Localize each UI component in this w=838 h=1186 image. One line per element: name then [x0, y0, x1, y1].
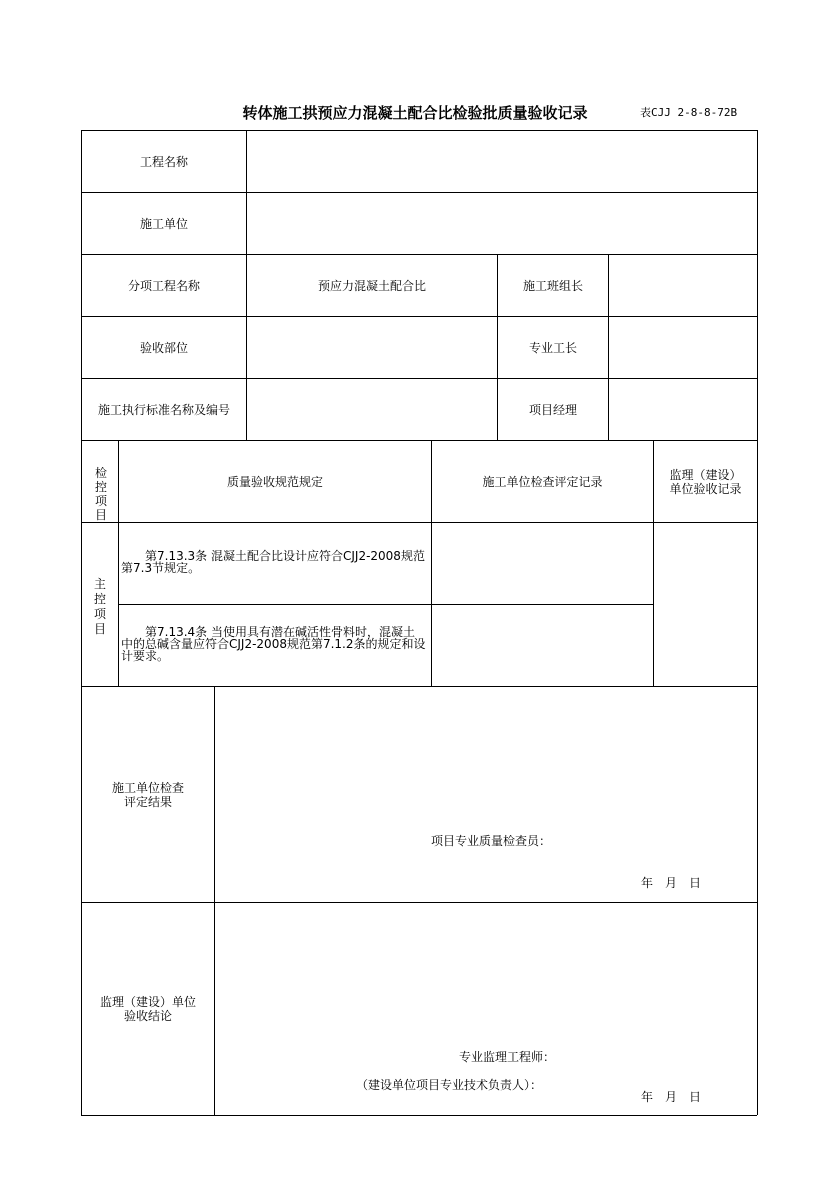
inspection-location-label: 验收部位 [139, 340, 188, 355]
quality-inspector-signature: 项目专业质量检查员： [431, 834, 552, 848]
col-divider [214, 686, 215, 1115]
foreman-value[interactable] [609, 317, 757, 378]
contractor-result-label [82, 687, 214, 902]
owner-technical-lead-signature: （建设单位项目专业技术负责人）： [356, 1078, 543, 1092]
supervisor-conclusion-label [82, 903, 214, 1115]
table-border-bottom [81, 1115, 757, 1116]
contractor-result-label-line2: 评定结果 [123, 794, 172, 809]
contractor-label: 施工单位 [139, 216, 188, 231]
contractor-value[interactable] [247, 193, 757, 254]
inspection-location-value[interactable] [247, 317, 497, 378]
main-control-item-2-record[interactable] [432, 605, 653, 686]
subproject-name-value[interactable]: 预应力混凝土配合比 [317, 278, 426, 293]
main-control-item-1: 第7.13.3条 混凝土配合比设计应符合CJJ2-2008规范第7.3节规定。 [121, 549, 425, 575]
project-manager-label: 项目经理 [528, 402, 577, 417]
form-title: 转体施工拱预应力混凝土配合比检验批质量验收记录 [242, 103, 588, 122]
supervisor-record-header-line1: 监理（建设） [669, 467, 742, 482]
contractor-record-header: 施工单位检查评定记录 [482, 474, 603, 489]
main-control-label: 主控项目 [93, 577, 106, 636]
supervisor-conclusion-label-line1: 监理（建设）单位 [99, 995, 196, 1009]
crew-leader-label: 施工班组长 [522, 278, 583, 293]
contractor-result-label-line1: 施工单位检查 [111, 780, 184, 795]
foreman-label: 专业工长 [528, 340, 577, 355]
table-border-right [757, 130, 758, 1115]
main-control-item-1-record[interactable] [432, 523, 653, 604]
supervisor-record-header-line2: 单位验收记录 [669, 481, 742, 496]
project-manager-value[interactable] [609, 379, 757, 440]
subproject-name-label: 分项工程名称 [127, 278, 200, 293]
supervisor-record-header [654, 441, 757, 522]
main-control-supervisor-record[interactable] [654, 523, 757, 686]
main-control-item-2: 第7.13.4条 当使用具有潜在碱活性骨料时，混凝土中的总碱含量应符合CJJ2-2008规范第7.1.2条的规定和设计要求。 [121, 625, 426, 663]
form-code: 表CJJ 2-8-8-72B [640, 106, 738, 119]
project-name-value[interactable] [247, 131, 757, 192]
contractor-result-date: 年 月 日 [641, 876, 702, 890]
project-name-label: 工程名称 [139, 154, 188, 169]
crew-leader-value[interactable] [609, 255, 757, 316]
supervisor-conclusion-label-line2: 验收结论 [123, 1009, 172, 1023]
standard-label: 施工执行标准名称及编号 [97, 402, 230, 417]
supervisor-conclusion-date: 年 月 日 [641, 1090, 702, 1104]
supervision-engineer-signature: 专业监理工程师： [459, 1050, 556, 1064]
check-item-header: 检控项目 [94, 466, 107, 522]
spec-requirement-header: 质量验收规范规定 [226, 474, 323, 489]
standard-value[interactable] [247, 379, 497, 440]
